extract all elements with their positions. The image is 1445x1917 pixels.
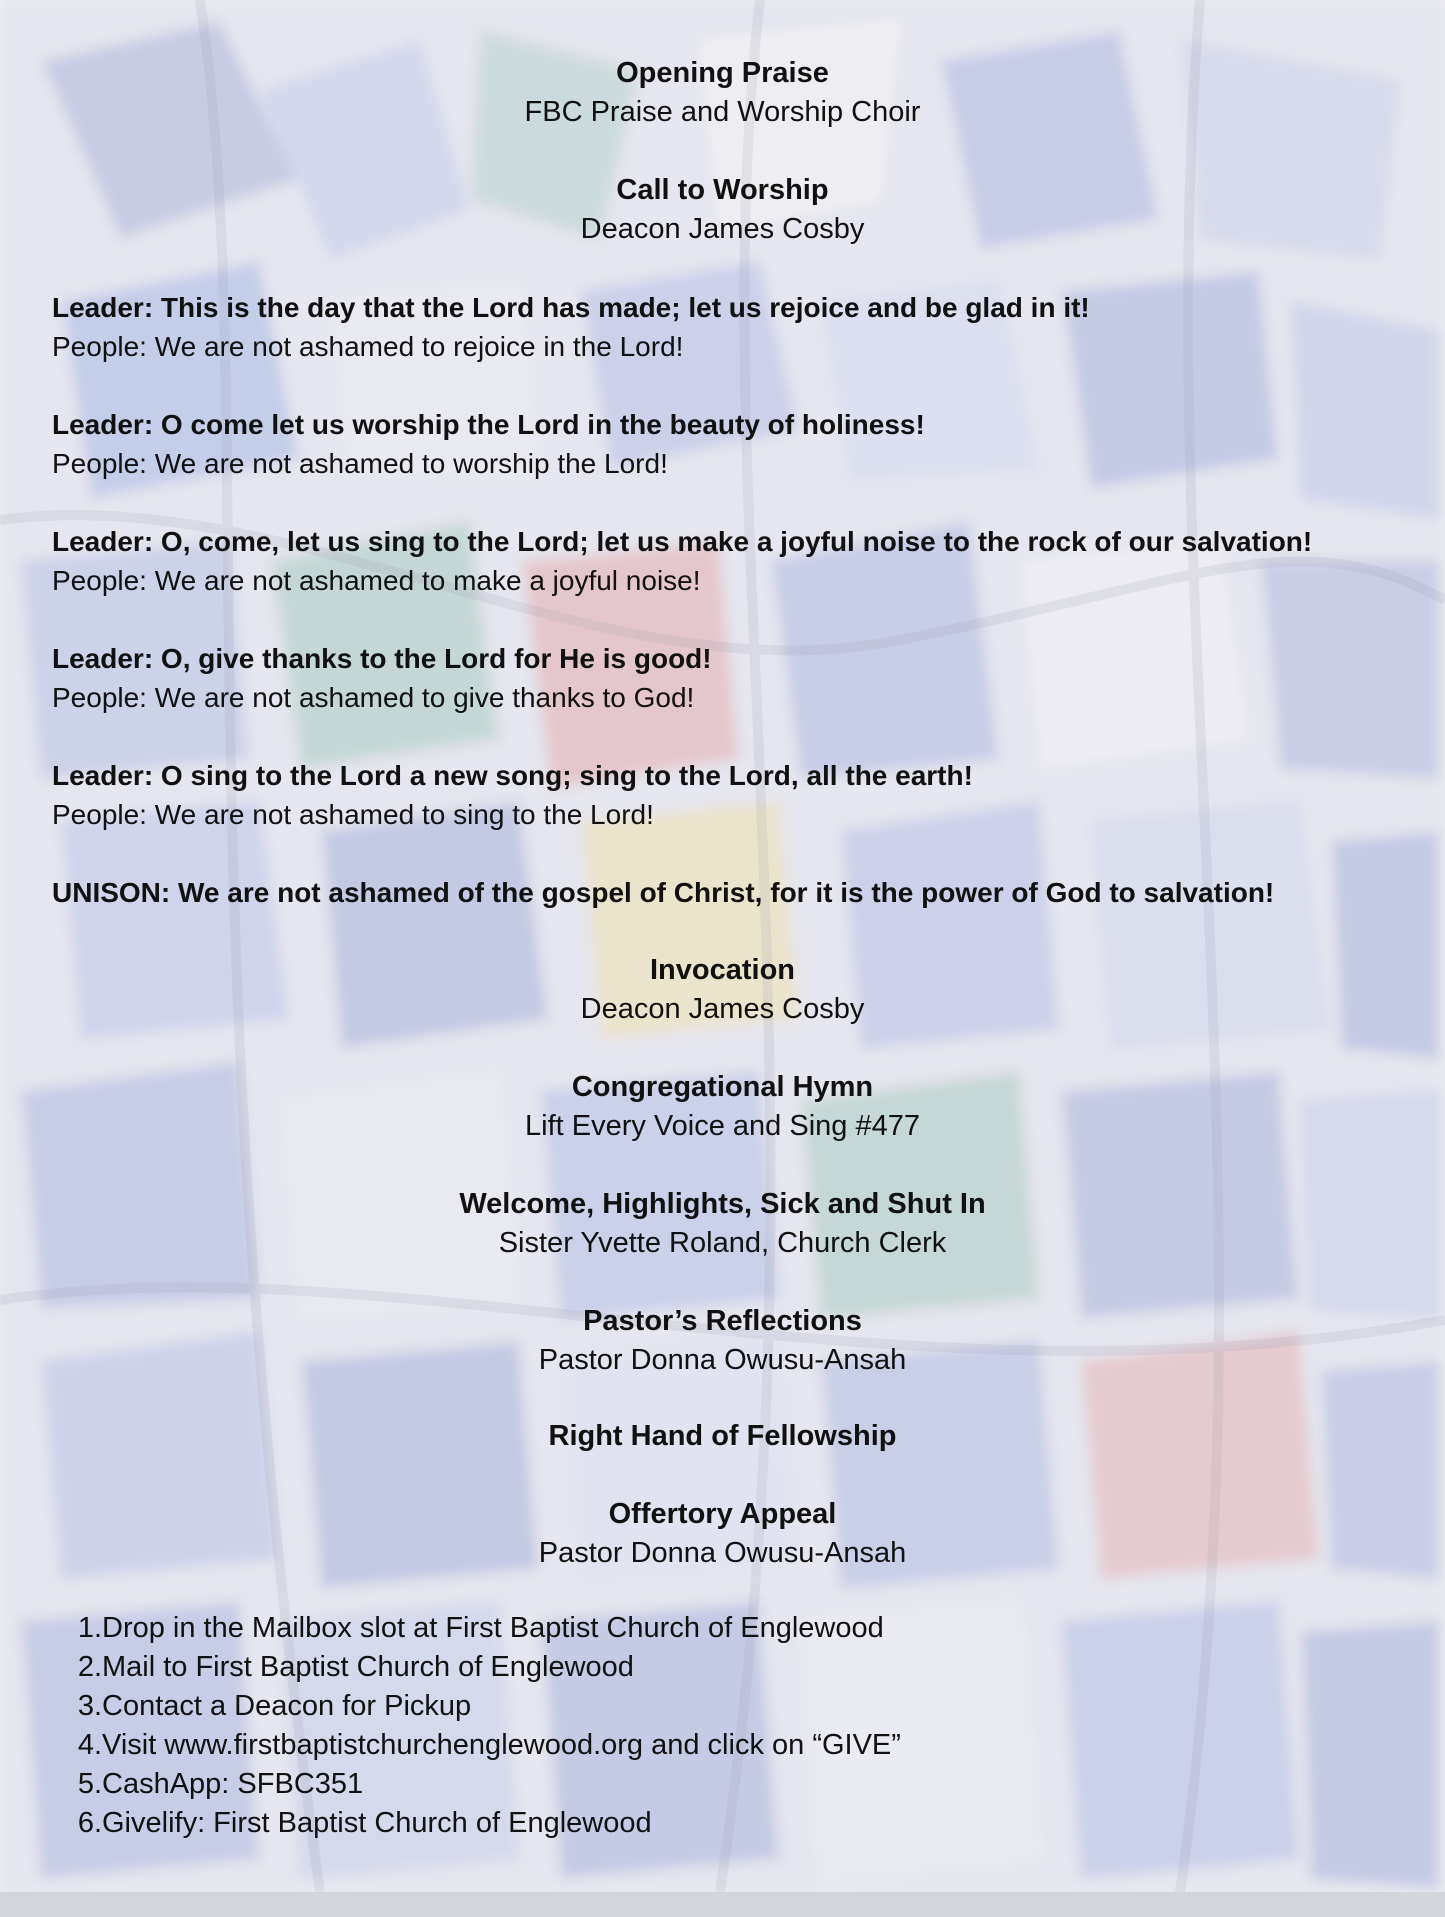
section-subtitle: Sister Yvette Roland, Church Clerk bbox=[498, 1227, 947, 1259]
list-text: CashApp: SFBC351 bbox=[102, 1768, 364, 1800]
reflections-section bbox=[0, 1302, 1445, 1380]
list-number: 3. bbox=[77, 1690, 102, 1722]
section-subtitle: Pastor Donna Owusu-Ansah bbox=[538, 1537, 907, 1569]
list-item bbox=[70, 1726, 901, 1765]
list-item bbox=[70, 1687, 901, 1726]
leader-line: Leader: This is the day that the Lord has made; let us rejoice and be glad in it! bbox=[52, 292, 1090, 323]
section-title: Welcome, Highlights, Sick and Shut In bbox=[459, 1188, 986, 1220]
people-line: People: We are not ashamed to worship the Lord! bbox=[52, 448, 668, 479]
responsive-reading-5 bbox=[52, 756, 1432, 834]
section-title: Congregational Hymn bbox=[571, 1071, 874, 1103]
people-line: People: We are not ashamed to rejoice in the Lord! bbox=[52, 331, 684, 362]
fellowship-section bbox=[0, 1417, 1445, 1456]
leader-line: Leader: O, come, let us sing to the Lord; let us make a joyful noise to the rock of our salvation! bbox=[52, 526, 1313, 557]
list-number: 2. bbox=[77, 1651, 102, 1683]
list-number: 5. bbox=[77, 1768, 102, 1800]
welcome-section bbox=[0, 1185, 1445, 1263]
list-number: 4. bbox=[77, 1729, 102, 1761]
unison-reading bbox=[52, 873, 1432, 912]
leader-line: Leader: O come let us worship the Lord in the beauty of holiness! bbox=[52, 409, 925, 440]
section-title: Pastor’s Reflections bbox=[583, 1305, 862, 1337]
responsive-reading-4 bbox=[52, 639, 1432, 717]
people-line: People: We are not ashamed to give thanks to God! bbox=[52, 682, 695, 713]
section-title: Invocation bbox=[649, 954, 795, 986]
call-to-worship-section bbox=[0, 171, 1445, 249]
list-item bbox=[70, 1804, 901, 1843]
section-subtitle: Deacon James Cosby bbox=[580, 993, 865, 1025]
section-subtitle: Lift Every Voice and Sing #477 bbox=[525, 1110, 920, 1142]
list-text: Givelify: First Baptist Church of Englewood bbox=[102, 1807, 652, 1839]
list-item bbox=[70, 1765, 901, 1804]
section-title: Offertory Appeal bbox=[608, 1498, 837, 1530]
offertory-section bbox=[0, 1495, 1445, 1573]
hymn-section bbox=[0, 1068, 1445, 1146]
people-line: People: We are not ashamed to sing to the Lord! bbox=[52, 799, 654, 830]
giving-options-list bbox=[70, 1609, 901, 1843]
unison-line: UNISON: We are not ashamed of the gospel of Christ, for it is the power of God to salvation! bbox=[52, 877, 1275, 908]
page-bottom-edge bbox=[0, 1892, 1445, 1917]
section-subtitle: Pastor Donna Owusu-Ansah bbox=[538, 1344, 907, 1376]
list-text: Mail to First Baptist Church of Englewood bbox=[102, 1651, 634, 1683]
section-subtitle: Deacon James Cosby bbox=[580, 213, 865, 245]
responsive-reading-1 bbox=[52, 288, 1432, 366]
responsive-reading-2 bbox=[52, 405, 1432, 483]
section-title: Opening Praise bbox=[616, 57, 829, 89]
leader-line: Leader: O, give thanks to the Lord for He is good! bbox=[52, 643, 712, 674]
list-text: Visit www.firstbaptistchurchenglewood.org and click on “GIVE” bbox=[102, 1729, 901, 1761]
list-text: Contact a Deacon for Pickup bbox=[102, 1690, 472, 1722]
people-line: People: We are not ashamed to make a joyful noise! bbox=[52, 565, 701, 596]
list-text: Drop in the Mailbox slot at First Baptist Church of Englewood bbox=[102, 1612, 884, 1644]
invocation-section bbox=[0, 951, 1445, 1029]
section-subtitle: FBC Praise and Worship Choir bbox=[524, 96, 921, 128]
section-title: Call to Worship bbox=[616, 174, 829, 206]
list-number: 6. bbox=[77, 1807, 102, 1839]
opening-praise-section bbox=[0, 54, 1445, 132]
list-item bbox=[70, 1609, 901, 1648]
section-title: Right Hand of Fellowship bbox=[548, 1420, 897, 1452]
list-number: 1. bbox=[77, 1612, 102, 1644]
responsive-reading-3 bbox=[52, 522, 1432, 600]
leader-line: Leader: O sing to the Lord a new song; sing to the Lord, all the earth! bbox=[52, 760, 973, 791]
list-item bbox=[70, 1648, 901, 1687]
